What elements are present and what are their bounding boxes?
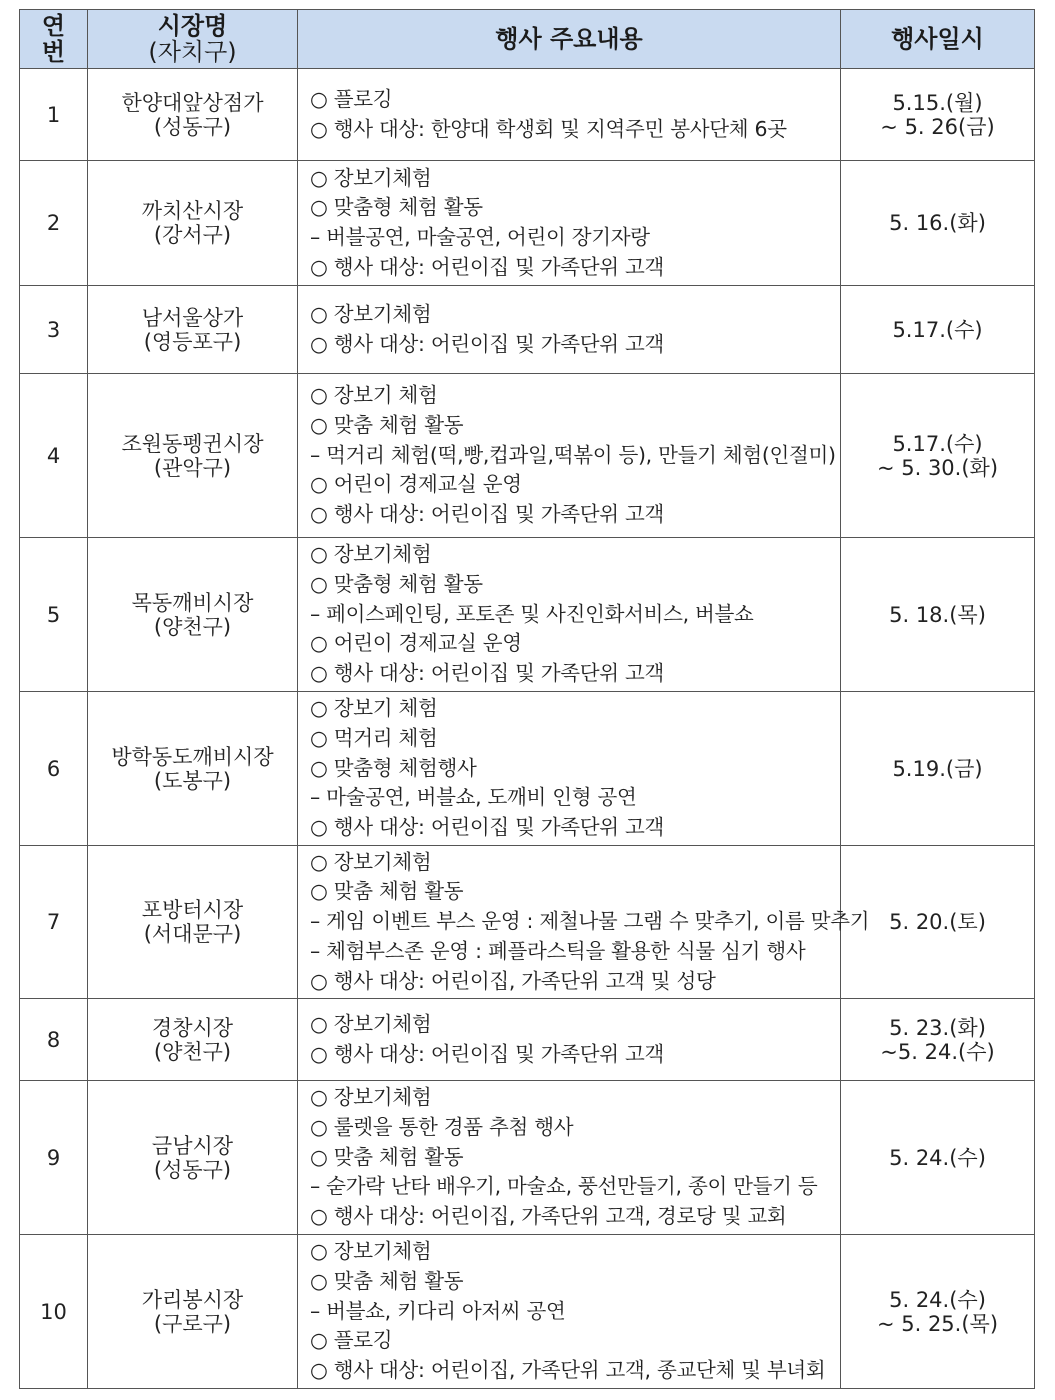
header-no: 연 번 bbox=[20, 10, 88, 69]
date-start: 5. 23.(화) bbox=[889, 1015, 986, 1040]
date-start: 5. 20.(토) bbox=[889, 910, 986, 934]
content-line: – 숟가락 난타 배우기, 마술쇼, 풍선만들기, 종이 만들기 등 bbox=[310, 1174, 818, 1199]
content-line: ○ 행사 대상: 어린이집 및 가족단위 고객 bbox=[310, 331, 665, 356]
event-schedule-table bbox=[19, 9, 1035, 1389]
content-line: ○ 행사 대상: 어린이집 및 가족단위 고객 bbox=[310, 502, 665, 527]
content-cell bbox=[298, 538, 841, 692]
content-line: ○ 장보기 체험 bbox=[310, 696, 438, 721]
date-cell bbox=[841, 1081, 1035, 1235]
market-district: (양천구) bbox=[153, 614, 232, 639]
content-line: ○ 맞춤형 체험 활동 bbox=[310, 571, 483, 596]
content-line: ○ 행사 대상: 어린이집 및 가족단위 고객 bbox=[310, 661, 665, 686]
market-district: (성동구) bbox=[153, 114, 232, 139]
row-number: 1 bbox=[20, 69, 88, 161]
content-line: – 마술공연, 버블쇼, 도깨비 인형 공연 bbox=[310, 785, 637, 810]
market-name: 방학동도깨비시장 bbox=[111, 744, 274, 769]
table-body bbox=[20, 69, 1035, 1389]
content-cell bbox=[298, 161, 841, 286]
table-row bbox=[20, 846, 1035, 999]
market-district: (양천구) bbox=[153, 1039, 232, 1064]
content-line: ○ 행사 대상: 한양대 학생회 및 지역주민 봉사단체 6곳 bbox=[310, 116, 787, 141]
market-cell bbox=[88, 692, 298, 846]
content-cell bbox=[298, 1235, 841, 1389]
date-cell bbox=[841, 999, 1035, 1081]
date-cell bbox=[841, 538, 1035, 692]
date-start: 5. 24.(수) bbox=[889, 1287, 986, 1312]
market-district: (성동구) bbox=[153, 1157, 232, 1182]
content-line: – 먹거리 체험(떡,빵,컵과일,떡볶이 등), 만들기 체험(인절미) bbox=[310, 442, 836, 467]
content-line: – 체험부스존 운영 : 폐플라스틱을 활용한 식물 심기 행사 bbox=[310, 938, 806, 963]
table-row bbox=[20, 1081, 1035, 1235]
content-line: ○ 행사 대상: 어린이집 및 가족단위 고객 bbox=[310, 1041, 665, 1066]
date-cell bbox=[841, 286, 1035, 374]
content-cell bbox=[298, 692, 841, 846]
market-cell bbox=[88, 999, 298, 1081]
content-line: ○ 맞춤 체험 활동 bbox=[310, 879, 464, 904]
table-row bbox=[20, 69, 1035, 161]
content-line: ○ 장보기체험 bbox=[310, 1011, 432, 1036]
market-cell bbox=[88, 286, 298, 374]
content-line: ○ 행사 대상: 어린이집, 가족단위 고객, 경로당 및 교회 bbox=[310, 1204, 787, 1229]
content-line: ○ 먹거리 체험 bbox=[310, 725, 438, 750]
content-line: ○ 플로깅 bbox=[310, 1328, 393, 1353]
market-district: (강서구) bbox=[153, 223, 232, 247]
content-line: ○ 장보기 체험 bbox=[310, 383, 438, 408]
content-line: ○ 행사 대상: 어린이집 및 가족단위 고객 bbox=[310, 254, 665, 279]
content-line: – 버블쇼, 키다리 아저씨 공연 bbox=[310, 1298, 566, 1323]
content-line: ○ 장보기체험 bbox=[310, 1085, 432, 1110]
content-line: ○ 맞춤 체험 활동 bbox=[310, 1144, 464, 1169]
header-row bbox=[20, 10, 1035, 69]
date-cell bbox=[841, 1235, 1035, 1389]
content-line: ○ 장보기체험 bbox=[310, 165, 432, 190]
date-cell bbox=[841, 846, 1035, 999]
date-start: 5.15.(월) bbox=[892, 90, 983, 115]
date-cell bbox=[841, 374, 1035, 538]
content-cell bbox=[298, 999, 841, 1081]
date-end: ~ 5. 30.(화) bbox=[876, 455, 999, 480]
date-end: ~ 5. 25.(목) bbox=[876, 1311, 999, 1336]
content-line: ○ 어린이 경제교실 운영 bbox=[310, 472, 522, 497]
content-line: ○ 맞춤 체험 활동 bbox=[310, 412, 464, 437]
header-content: 행사 주요내용 bbox=[298, 10, 841, 69]
content-line: ○ 어린이 경제교실 운영 bbox=[310, 631, 522, 656]
content-cell bbox=[298, 69, 841, 161]
market-name: 금남시장 bbox=[151, 1133, 234, 1158]
content-line: ○ 행사 대상: 어린이집, 가족단위 고객, 종교단체 및 부녀회 bbox=[310, 1358, 826, 1383]
market-district: (도봉구) bbox=[153, 768, 232, 793]
table-row bbox=[20, 161, 1035, 286]
row-number: 10 bbox=[20, 1235, 88, 1389]
market-district: (서대문구) bbox=[143, 922, 242, 946]
row-number: 6 bbox=[20, 692, 88, 846]
table-row bbox=[20, 999, 1035, 1081]
market-name: 포방터시장 bbox=[141, 898, 244, 922]
market-name: 한양대앞상점가 bbox=[121, 90, 264, 115]
row-number: 8 bbox=[20, 999, 88, 1081]
row-number: 3 bbox=[20, 286, 88, 374]
market-name: 가리봉시장 bbox=[141, 1287, 244, 1312]
market-name: 남서울상가 bbox=[141, 305, 244, 330]
content-cell bbox=[298, 374, 841, 538]
content-line: – 버블공연, 마술공연, 어린이 장기자랑 bbox=[310, 225, 650, 249]
content-line: – 페이스페인팅, 포토존 및 사진인화서비스, 버블쇼 bbox=[310, 601, 754, 626]
content-line: ○ 장보기체험 bbox=[310, 849, 432, 874]
market-cell bbox=[88, 161, 298, 286]
content-line: ○ 룰렛을 통한 경품 추첨 행사 bbox=[310, 1114, 574, 1139]
date-start: 5. 16.(화) bbox=[889, 211, 986, 235]
date-end: ~ 5. 26(금) bbox=[880, 114, 995, 139]
content-line: – 게임 이벤트 부스 운영 : 제철나물 그램 수 맞추기, 이름 맞추기 bbox=[310, 909, 870, 934]
content-line: ○ 맞춤 체험 활동 bbox=[310, 1268, 464, 1293]
market-district: (구로구) bbox=[153, 1311, 232, 1336]
date-start: 5.17.(수) bbox=[892, 317, 983, 342]
market-cell bbox=[88, 1081, 298, 1235]
content-line: ○ 장보기체험 bbox=[310, 542, 432, 567]
date-end: ~5. 24.(수) bbox=[880, 1039, 995, 1064]
content-line: ○ 행사 대상: 어린이집, 가족단위 고객 및 성당 bbox=[310, 968, 716, 993]
table-row bbox=[20, 692, 1035, 846]
table-row bbox=[20, 286, 1035, 374]
table-row bbox=[20, 538, 1035, 692]
market-name: 까치산시장 bbox=[141, 199, 244, 223]
market-name: 목동깨비시장 bbox=[131, 590, 254, 615]
row-number: 5 bbox=[20, 538, 88, 692]
market-cell bbox=[88, 846, 298, 999]
content-cell bbox=[298, 846, 870, 999]
content-cell bbox=[298, 286, 841, 374]
date-start: 5.19.(금) bbox=[892, 756, 983, 781]
row-number: 9 bbox=[20, 1081, 88, 1235]
content-line: ○ 플로깅 bbox=[310, 86, 393, 111]
market-name: 경창시장 bbox=[151, 1015, 234, 1040]
market-cell bbox=[88, 374, 298, 538]
date-cell bbox=[841, 692, 1035, 846]
market-cell bbox=[88, 1235, 298, 1389]
date-cell bbox=[841, 161, 1035, 286]
content-line: ○ 맞춤형 체험행사 bbox=[310, 755, 477, 780]
table-row bbox=[20, 374, 1035, 538]
row-number: 4 bbox=[20, 374, 88, 538]
header-date: 행사일시 bbox=[841, 10, 1035, 69]
market-district: (영등포구) bbox=[143, 329, 242, 354]
table-row bbox=[20, 1235, 1035, 1389]
market-district: (관악구) bbox=[153, 455, 232, 480]
content-line: ○ 맞춤형 체험 활동 bbox=[310, 195, 483, 220]
content-cell bbox=[298, 1081, 841, 1235]
content-line: ○ 행사 대상: 어린이집 및 가족단위 고객 bbox=[310, 815, 665, 840]
content-line: ○ 장보기체험 bbox=[310, 1239, 432, 1264]
row-number: 2 bbox=[20, 161, 88, 286]
market-name: 조원동펭귄시장 bbox=[121, 431, 264, 456]
header-market: 시장명 (자치구) bbox=[88, 10, 298, 69]
content-line: ○ 장보기체험 bbox=[310, 301, 432, 326]
date-start: 5. 18.(목) bbox=[889, 602, 986, 627]
market-cell bbox=[88, 69, 298, 161]
date-start: 5. 24.(수) bbox=[889, 1145, 986, 1170]
market-cell bbox=[88, 538, 298, 692]
date-start: 5.17.(수) bbox=[892, 431, 983, 456]
date-cell bbox=[841, 69, 1035, 161]
row-number: 7 bbox=[20, 846, 88, 999]
